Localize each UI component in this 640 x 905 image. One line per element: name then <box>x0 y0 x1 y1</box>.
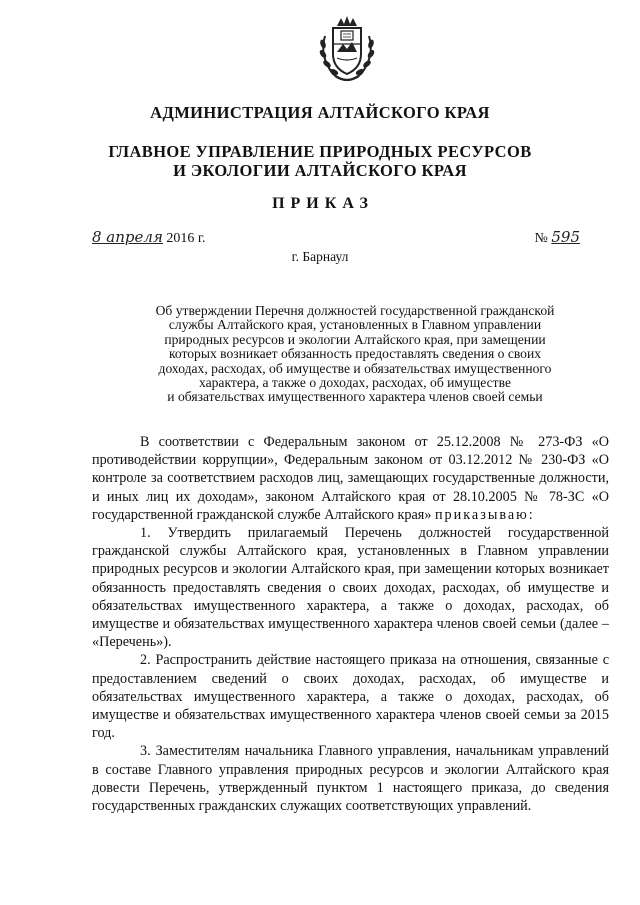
coat-of-arms-icon <box>315 14 379 84</box>
document-type: ПРИКАЗ <box>272 195 374 212</box>
subject-line: Об утверждении Перечня должностей государственной гражданской <box>155 303 555 318</box>
handwritten-number: 595 <box>551 228 580 246</box>
department-title <box>0 142 640 180</box>
order-number <box>535 228 581 247</box>
city: г. Барнаул <box>291 249 349 264</box>
item-1-paragraph: 1. Утвердить прилагаемый Перечень должностей государственной гражданской службы Алтайского края, установленных в Главном управлении природных ресурсов и экологии Алтайского края, при замещении которых возникает обязанность предоставлять сведения о своих доходах, расходах, об имуществе и обязательствах имущественного характера, а также о доходах, расходах, об имуществе и обязательствах имущественного характера членов своей семьи (далее – «Перечень»). <box>92 525 609 651</box>
order-date <box>92 228 206 247</box>
order-body <box>92 433 609 815</box>
preamble-paragraph <box>92 433 609 524</box>
subject-line: характера, а также о доходах, расходах, об имуществе <box>198 375 511 391</box>
subject-line: и обязательствах имущественного характера членов своей семьи <box>167 389 543 405</box>
department-title-line1: ГЛАВНОЕ УПРАВЛЕНИЕ ПРИРОДНЫХ РЕСУРСОВ <box>108 142 532 161</box>
department-title-line2: И ЭКОЛОГИИ АЛТАЙСКОГО КРАЯ <box>173 161 467 180</box>
administration-title: АДМИНИСТРАЦИЯ АЛТАЙСКОГО КРАЯ <box>150 103 490 122</box>
subject-line: службы Алтайского края, установленных в Главном управлении <box>168 317 542 333</box>
date-year: 2016 г. <box>166 231 206 246</box>
item-3-paragraph: 3. Заместителям начальника Главного управления, начальникам управлений в составе Главного управления природных ресурсов и экологии Алтайского края довести Перечень, утвержденный пунктом 1 настоящего приказа, до сведения государственных гражданских служащих соответствующих управлений. <box>92 743 609 815</box>
handwritten-date: 8 апреля <box>92 228 163 246</box>
subject-line: которых возникает обязанность предоставлять сведения о своих <box>168 346 542 362</box>
number-prefix: № <box>534 231 548 246</box>
subject-line: доходах, расходах, об имуществе и обязательствах имущественного <box>158 360 552 376</box>
preamble-text: В соответствии с Федеральным законом от 25.12.2008 № 273-ФЗ «О противодействии коррупции», Федеральным законом от 03.12.2012 № 230-ФЗ «О контроле за соответствием расходов лиц, замещающих государственные должности, и иных лиц их доходам», законом Алтайского края от 28.10.2005 № 78-ЗС «О государственной гражданской службе Алтайского края» <box>92 434 609 523</box>
order-word: приказываю: <box>434 506 535 523</box>
item-2-paragraph: 2. Распространить действие настоящего приказа на отношения, связанные с предоставлением сведений о своих доходах, расходах, об имуществе и обязательствах имущественного характера, а также о доходах, расходах, об имуществе и обязательствах имущественного характера членов своей семьи за 2015 год. <box>92 652 609 742</box>
subject-line: природных ресурсов и экологии Алтайского края, при замещении <box>164 331 546 347</box>
order-subject <box>120 304 590 405</box>
